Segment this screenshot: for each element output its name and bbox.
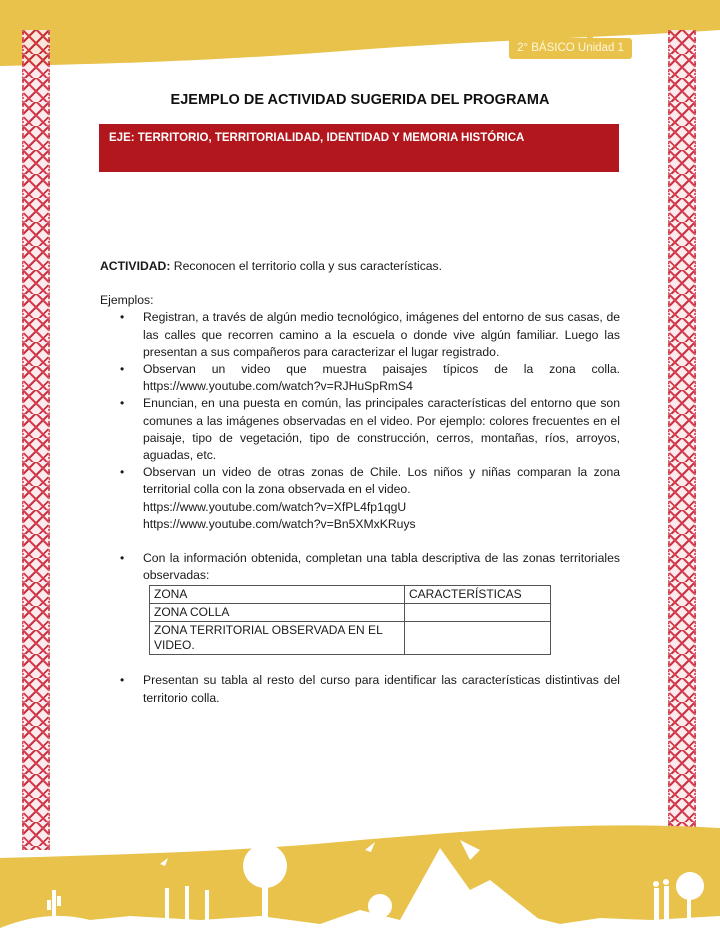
bullet-icon: • bbox=[120, 362, 125, 377]
eje-banner bbox=[99, 124, 619, 172]
activity-content bbox=[100, 258, 620, 707]
activity-line bbox=[100, 258, 620, 275]
video-link[interactable]: https://www.youtube.com/watch?v=RJHuSpRmS4 bbox=[143, 379, 413, 394]
bullet-icon: • bbox=[120, 673, 125, 688]
example-item: • Presentan su tabla al resto del curso para identificar las características distintivas del territorio colla. bbox=[120, 673, 620, 705]
example-item: • Registran, a través de algún medio tecnológico, imágenes del entorno de sus casas, de las calles que recorren camino a la escuela o donde vive algún familiar. Luego las presentan a sus compañeros para caracterizar el lugar registrado. bbox=[120, 310, 620, 359]
eje-title: EJE: TERRITORIO, TERRITORIALIDAD, IDENTIDAD Y MEMORIA HISTÓRICA bbox=[109, 132, 525, 144]
table-header-cell: ZONA bbox=[150, 586, 405, 604]
table-header-cell: CARACTERÍSTICAS bbox=[405, 586, 551, 604]
video-link[interactable]: https://www.youtube.com/watch?v=Bn5XMxKRuys bbox=[143, 516, 416, 531]
example-item: • Observan un video de otras zonas de Chile. Los niños y niñas comparan la zona territorial colla con la zona observada en el video. https://www.youtube.com/watch?v=XfPL4fp1qgU https://www.youtube.com/watch?v=Bn5XMxKRuys bbox=[100, 464, 620, 533]
example-item: • Enuncian, en una puesta en común, las principales características del entorno que son comunes a las imágenes observadas en el video. Por ejemplo: colores frecuentes en el paisaje, tipo de vegetación, tipo de construcción, cerros, montañas, ríos, arroyos, aguadas, etc. bbox=[120, 396, 620, 463]
bottom-landscape-banner bbox=[0, 820, 720, 932]
zones-table bbox=[149, 585, 551, 655]
bullet-icon: • bbox=[120, 310, 125, 325]
table-cell[interactable] bbox=[405, 604, 551, 622]
video-link[interactable]: https://www.youtube.com/watch?v=XfPL4fp1qgU bbox=[143, 499, 407, 514]
table-cell: ZONA TERRITORIAL OBSERVADA EN EL VIDEO. bbox=[150, 622, 405, 655]
table-cell[interactable] bbox=[405, 622, 551, 655]
grade-unit-badge: 2° BÁSICO Unidad 1 bbox=[509, 38, 632, 59]
page-title: EJEMPLO DE ACTIVIDAD SUGERIDA DEL PROGRAMA bbox=[170, 92, 550, 108]
example-item: • Con la información obtenida, completan una tabla descriptiva de las zonas territoriales observadas: ZONA CARACTERÍSTICAS ZONA COLLA ZONA TERRITORIAL OBSERVADA EN EL VIDEO. bbox=[100, 550, 620, 655]
bullet-icon: • bbox=[120, 396, 125, 411]
table-row bbox=[150, 604, 551, 622]
left-woven-border bbox=[22, 30, 50, 850]
example-item: • Observan un video que muestra paisajes típicos de la zona colla. https://www.youtube.com/watch?v=RJHuSpRmS4 bbox=[100, 361, 620, 395]
examples-list bbox=[100, 309, 620, 706]
table-cell: ZONA COLLA bbox=[150, 604, 405, 622]
examples-heading: Ejemplos: bbox=[100, 293, 154, 308]
bullet-icon: • bbox=[120, 551, 125, 566]
activity-label: ACTIVIDAD: bbox=[100, 259, 171, 273]
table-row bbox=[150, 622, 551, 655]
right-woven-border bbox=[668, 30, 696, 850]
table-header-row bbox=[150, 586, 551, 604]
bullet-icon: • bbox=[120, 465, 125, 480]
activity-text: Reconocen el territorio colla y sus características. bbox=[170, 259, 443, 273]
